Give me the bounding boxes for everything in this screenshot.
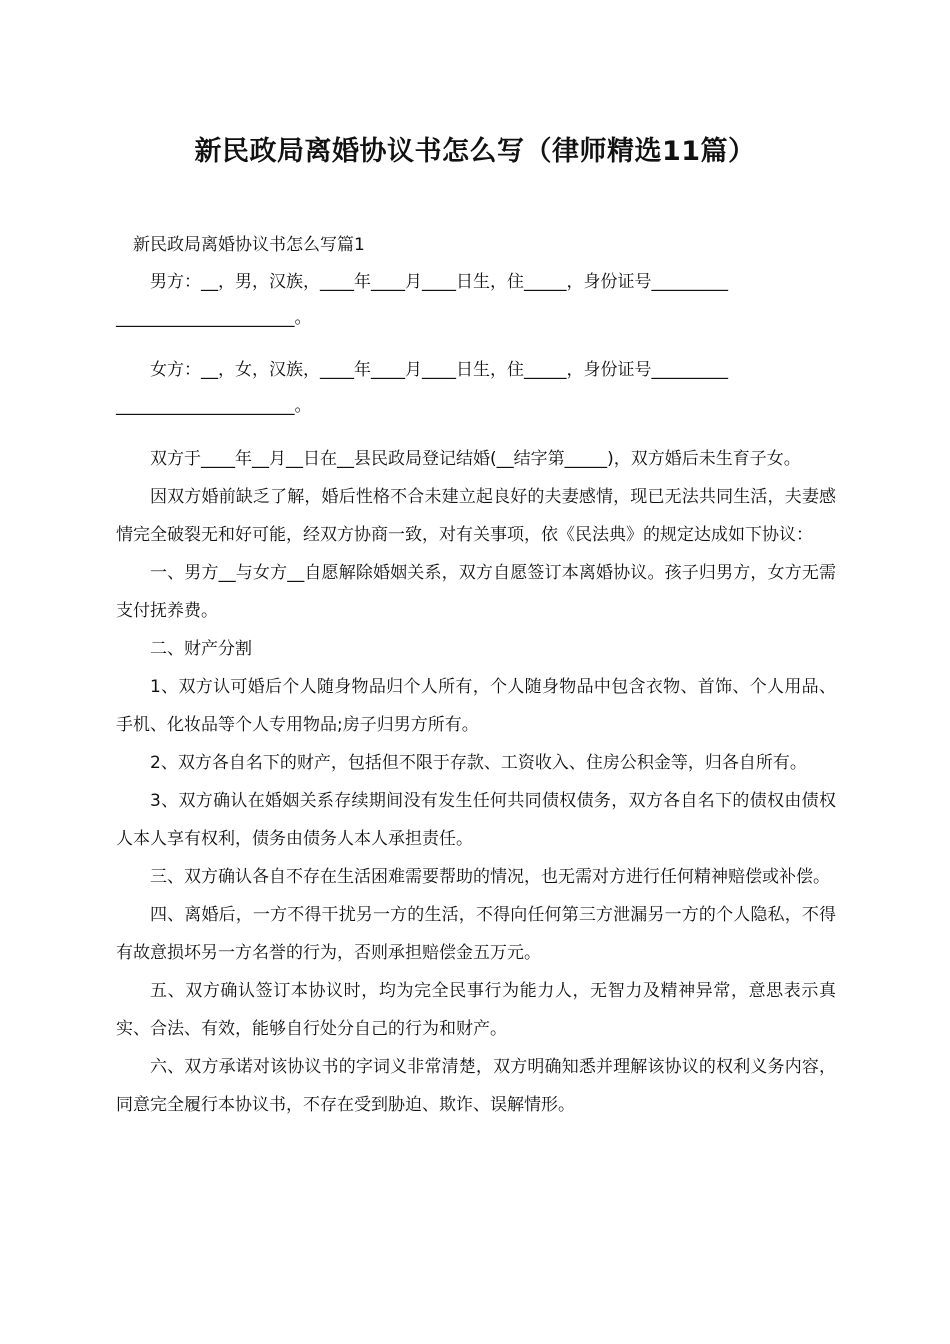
male-party-line-1: 男方：__，男，汉族，____年____月____日生，住_____，身份证号_________ — [150, 272, 728, 292]
paragraph-clause-4: 四、离婚后，一方不得干扰另一方的生活，不得向任何第三方泄漏另一方的个人隐私，不得有故意损坏另一方名誉的行为，否则承担赔偿金五万元。 — [116, 905, 836, 963]
paragraph-clause-1: 一、男方__与女方__自愿解除婚姻关系，双方自愿签订本离婚协议。孩子归男方，女方无需支付抚养费。 — [116, 563, 836, 621]
section-heading: 新民政局离婚协议书怎么写篇1 — [133, 235, 365, 255]
paragraph-marriage-registration: 双方于____年__月__日在__县民政局登记结婚(__结字第_____)，双方婚后未生育子女。 — [150, 449, 801, 469]
female-party-line-2: _____________________。 — [116, 396, 312, 416]
paragraph-property-1: 1、双方认可婚后个人随身物品归个人所有，个人随身物品中包含衣物、首饰、个人用品、手机、化妆品等个人专用物品;房子归男方所有。 — [116, 677, 836, 735]
female-party-line-1: 女方：__，女，汉族，____年____月____日生，住_____，身份证号_________ — [150, 360, 728, 380]
paragraph-clause-2-heading: 二、财产分割 — [150, 639, 252, 659]
male-party-info — [116, 264, 836, 336]
paragraph-clause-5: 五、双方确认签订本协议时，均为完全民事行为能力人，无智力及精神异常，意思表示真实、合法、有效，能够自行处分自己的行为和财产。 — [116, 981, 836, 1039]
paragraph-reason: 因双方婚前缺乏了解，婚后性格不合未建立起良好的夫妻感情，现已无法共同生活，夫妻感情完全破裂无和好可能，经双方协商一致，对有关事项，依《民法典》的规定达成如下协议： — [116, 487, 836, 545]
document-body — [116, 226, 836, 1124]
female-party-info — [116, 352, 836, 424]
paragraph-clause-3: 三、双方确认各自不存在生活困难需要帮助的情况，也无需对方进行任何精神赔偿或补偿。 — [150, 867, 830, 887]
document-title: 新民政局离婚协议书怎么写（律师精选11篇） — [194, 136, 756, 167]
paragraph-clause-6: 六、双方承诺对该协议书的字词义非常清楚，双方明确知悉并理解该协议的权利义务内容，同意完全履行本协议书，不存在受到胁迫、欺诈、误解情形。 — [116, 1057, 836, 1115]
paragraph-property-2: 2、双方各自名下的财产，包括但不限于存款、工资收入、住房公积金等，归各自所有。 — [150, 753, 807, 773]
male-party-line-2: _____________________。 — [116, 308, 312, 328]
paragraph-property-3: 3、双方确认在婚姻关系存续期间没有发生任何共同债权债务，双方各自名下的债权由债权人本人享有权利，债务由债务人本人承担责任。 — [116, 791, 836, 849]
